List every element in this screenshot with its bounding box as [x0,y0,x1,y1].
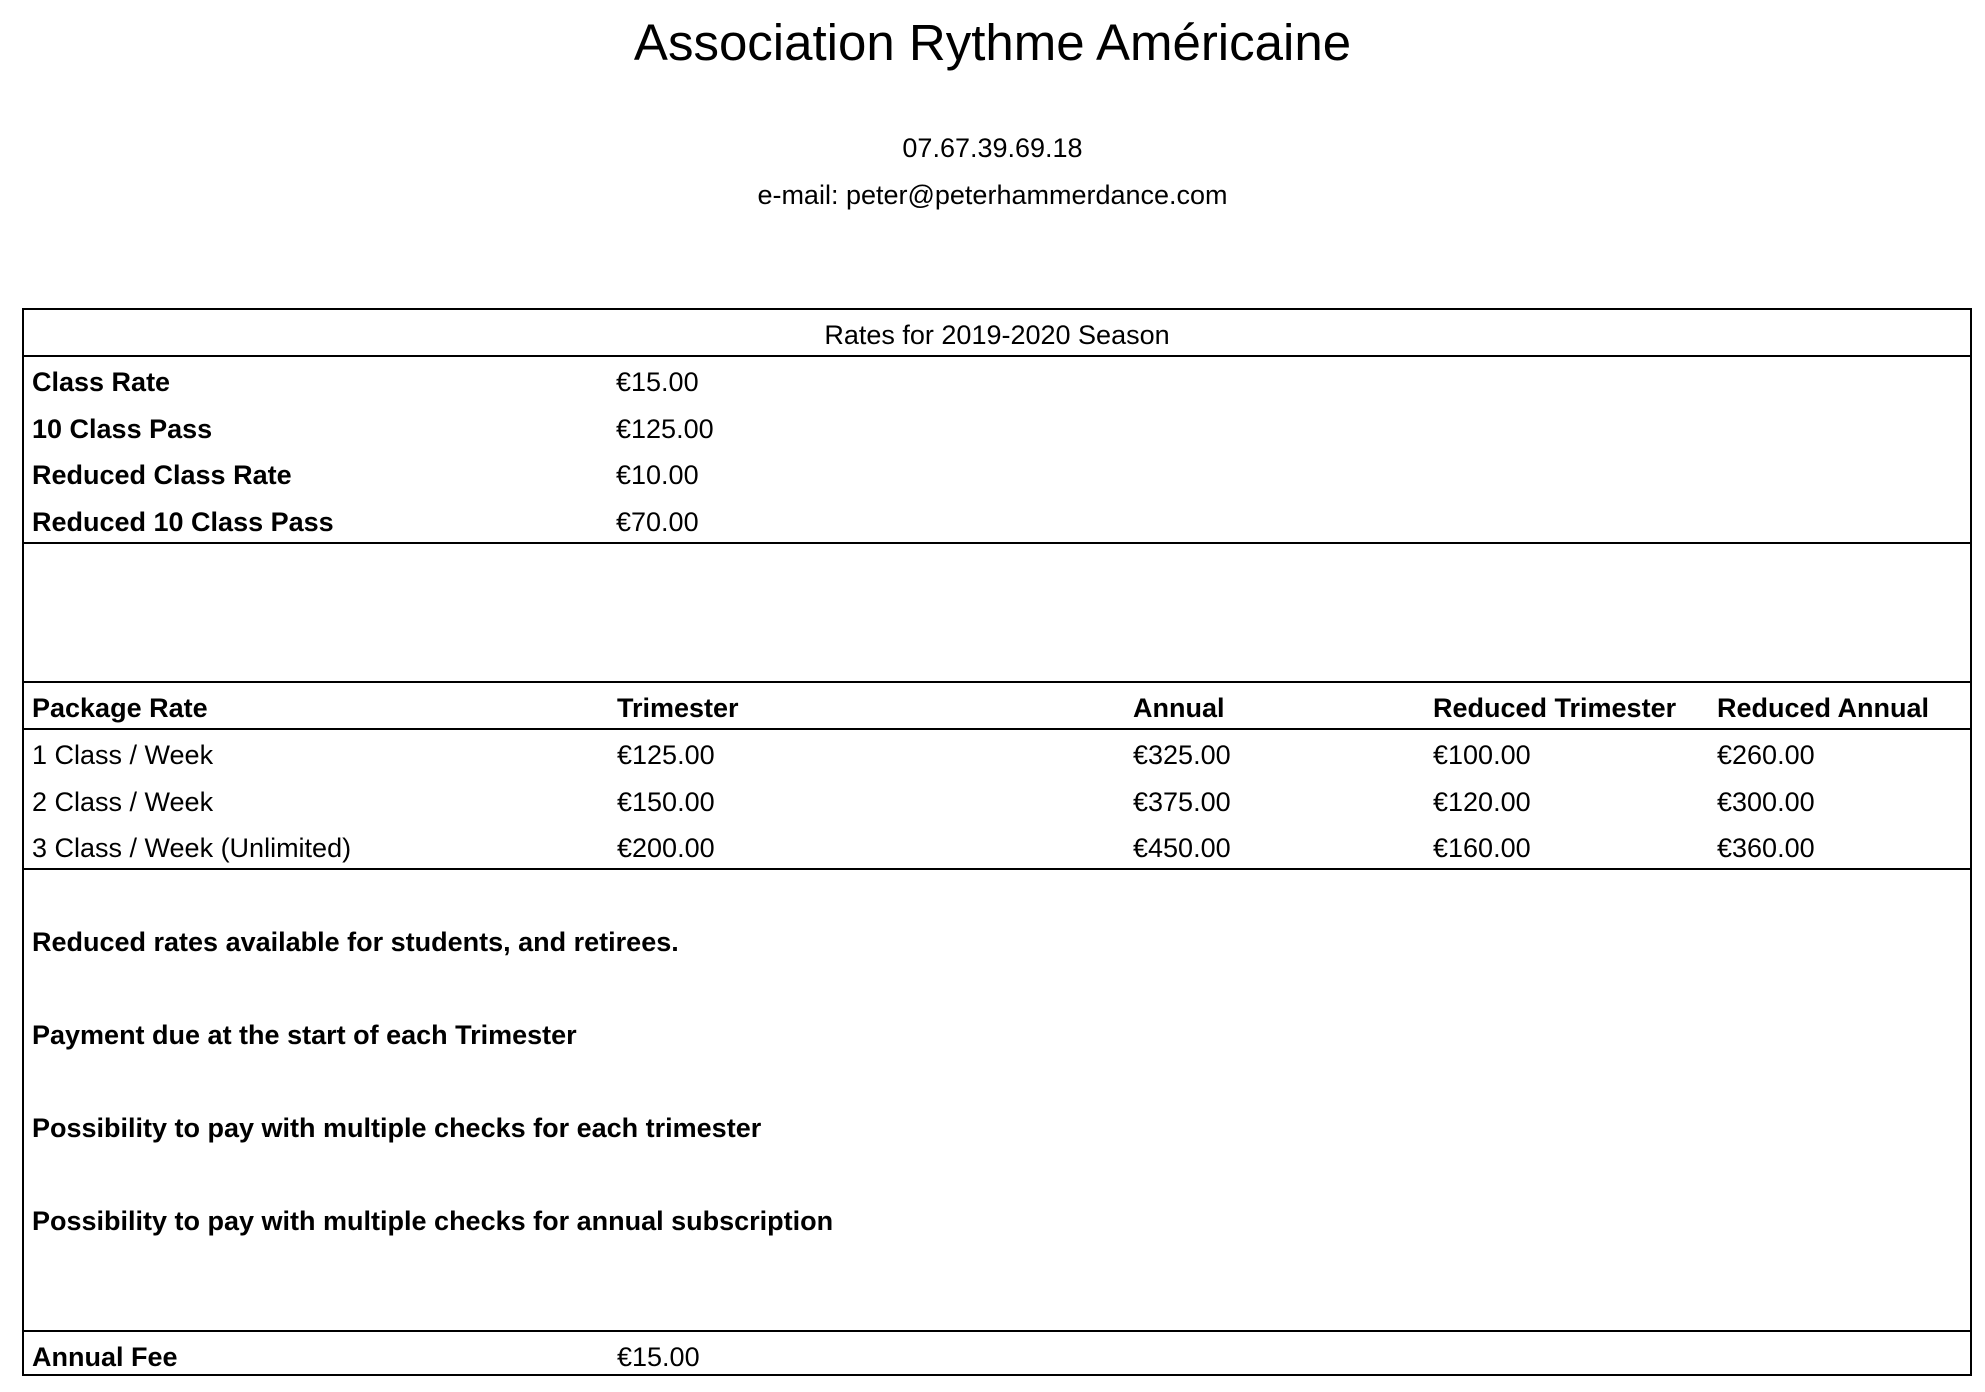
package-trimester: €150.00 [617,787,715,817]
header-annual: Annual [1133,693,1225,723]
package-reduced-trimester: €160.00 [1433,833,1531,863]
annual-fee-label: Annual Fee [32,1342,178,1372]
header-package-rate: Package Rate [32,693,208,723]
note-trimester-checks: Possibility to pay with multiple checks for each trimester [32,1113,762,1143]
class-pass-label: 10 Class Pass [32,414,213,444]
divider [24,355,1970,357]
phone-number: 07.67.39.69.18 [902,133,1083,163]
note-payment-due: Payment due at the start of each Trimester [32,1020,577,1050]
divider [24,728,1970,730]
email-address: e-mail: peter@peterhammerdance.com [757,180,1228,210]
package-annual: €375.00 [1133,787,1231,817]
package-name: 1 Class / Week [32,740,214,770]
package-reduced-annual: €260.00 [1717,740,1815,770]
package-reduced-trimester: €120.00 [1433,787,1531,817]
rates-table [22,308,1972,1376]
page-title: Association Rythme Américaine [633,14,1352,71]
annual-fee-value: €15.00 [617,1342,700,1372]
note-reduced-rates: Reduced rates available for students, and retirees. [32,927,679,957]
reduced-class-rate-label: Reduced Class Rate [32,460,292,490]
package-reduced-annual: €300.00 [1717,787,1815,817]
reduced-class-pass-label: Reduced 10 Class Pass [32,507,334,537]
package-trimester: €200.00 [617,833,715,863]
package-reduced-annual: €360.00 [1717,833,1815,863]
package-reduced-trimester: €100.00 [1433,740,1531,770]
reduced-class-pass-value: €70.00 [616,507,699,537]
package-annual: €325.00 [1133,740,1231,770]
class-pass-value: €125.00 [616,414,714,444]
reduced-class-rate-value: €10.00 [616,460,699,490]
package-name: 2 Class / Week [32,787,214,817]
note-annual-checks: Possibility to pay with multiple checks for annual subscription [32,1206,834,1236]
class-rate-value: €15.00 [616,367,699,397]
package-trimester: €125.00 [617,740,715,770]
package-name: 3 Class / Week (Unlimited) [32,833,352,863]
header-reduced-annual: Reduced Annual [1717,693,1930,723]
header-trimester: Trimester [617,693,739,723]
divider [24,868,1970,870]
divider [24,1330,1970,1332]
divider [24,681,1970,683]
header-reduced-trimester: Reduced Trimester [1433,693,1677,723]
package-annual: €450.00 [1133,833,1231,863]
class-rate-label: Class Rate [32,367,171,397]
season-title: Rates for 2019-2020 Season [824,320,1170,350]
divider [24,542,1970,544]
